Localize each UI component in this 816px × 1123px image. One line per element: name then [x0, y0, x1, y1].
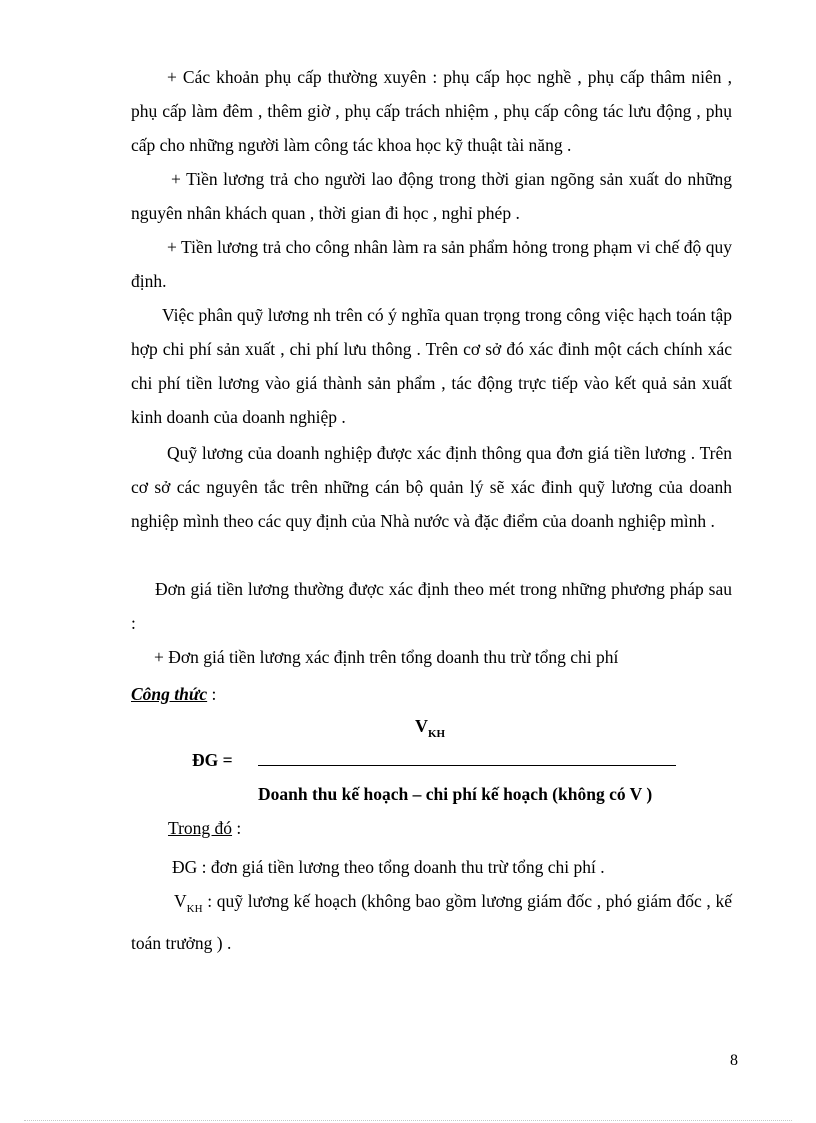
paragraph-stoppage-wages: + Tiền lương trả cho người lao động trong thời gian ngõng sản xuất do những nguyên nhân khách quan , thời gian đi học , nghỉ phép .	[131, 169, 732, 223]
formula-denominator: Doanh thu kế hoạch – chi phí kế hoạch (không có V )	[258, 784, 653, 804]
legend-title-text: Trong đó	[168, 818, 233, 838]
legend-title-suffix: :	[232, 818, 242, 838]
legend-title	[168, 818, 241, 839]
formula-numerator	[415, 716, 445, 740]
paragraph-method-one: + Đơn giá tiền lương xác định trên tổng doanh thu trừ tổng chi phí	[154, 647, 619, 667]
paragraph-defect-wages: + Tiền lương trả cho công nhân làm ra sản phẩm hỏng trong phạm vi chế độ quy định.	[131, 237, 732, 291]
formula-label-suffix: :	[207, 684, 217, 704]
numerator-main: V	[415, 716, 428, 736]
vkh-subscript: KH	[186, 903, 203, 915]
page-bottom-divider	[24, 1120, 792, 1121]
numerator-subscript: KH	[428, 728, 446, 740]
legend-vkh-definition	[131, 884, 732, 960]
fraction-bar	[258, 765, 676, 766]
paragraph-allowances: + Các khoản phụ cấp thường xuyên : phụ cấp học nghề , phụ cấp thâm niên , phụ cấp làm đêm , thêm giờ , phụ cấp trách nhiệm , phụ cấp công tác lưu động , phụ cấp cho những người làm công tác khoa học kỹ thuật tài năng .	[131, 67, 732, 155]
formula-label-text: Công thức	[131, 684, 208, 704]
paragraph-significance: Việc phân quỹ lương nh trên có ý nghĩa quan trọng trong công việc hạch toán tập hợp chi phí sản xuất , chi phí lưu thông . Trên cơ sở đó xác đinh một cách chính xác chi phí tiền lương vào giá thành sản phẩm , tác động trực tiếp vào kết quả sản xuất kinh doanh của doanh nghiệp .	[131, 305, 732, 427]
page-number: 8	[730, 1052, 738, 1069]
legend-dg-definition: ĐG : đơn giá tiền lương theo tổng doanh thu trừ tổng chi phí .	[172, 857, 605, 877]
formula-label	[131, 680, 216, 708]
vkh-text: : quỹ lương kế hoạch (không bao gồm lương giám đốc , phó giám đốc , kế toán trưởng ) .	[131, 891, 732, 953]
vkh-main: V	[174, 891, 187, 911]
formula-lhs: ĐG =	[192, 750, 233, 770]
paragraph-unit-price-methods: Đơn giá tiền lương thường được xác định theo mét trong những phương pháp sau :	[131, 579, 732, 633]
paragraph-wage-fund: Quỹ lương của doanh nghiệp được xác định thông qua đơn giá tiền lương . Trên cơ sở các nguyên tắc trên những cán bộ quản lý sẽ xác đinh quỹ lương của doanh nghiệp mình theo các quy định của Nhà nước và đặc điểm của doanh nghiệp mình .	[131, 443, 732, 531]
